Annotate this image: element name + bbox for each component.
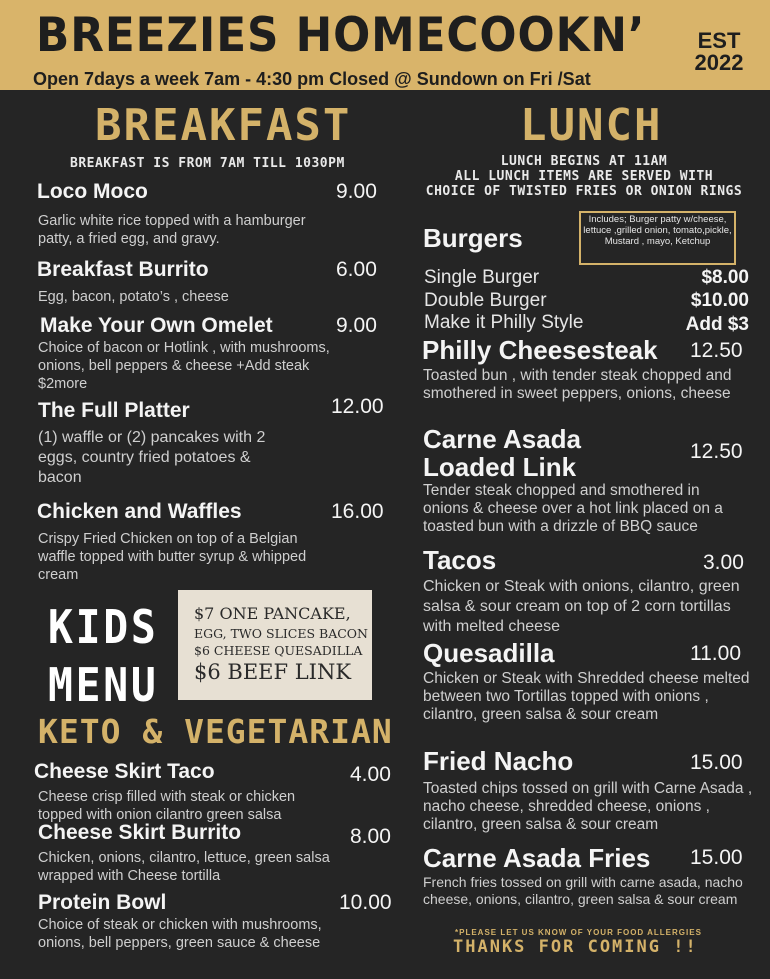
menu-item-name: Philly Cheesesteak [422, 335, 658, 365]
burger-option: Double Burger [424, 290, 547, 311]
menu-item-name: Cheese Skirt Burrito [38, 821, 242, 844]
menu-item-name-line: Carne Asada [423, 424, 581, 454]
kids-title-line: KIDS [48, 600, 159, 654]
menu-item-price: 6.00 [336, 258, 377, 281]
menu-item-desc: (1) waffle or (2) pancakes with 2 eggs, country fried potatoes & bacon [38, 429, 266, 486]
menu-item-name: Make Your Own Omelet [40, 314, 273, 337]
menu-item-desc: Egg, bacon, potato’s , cheese [38, 289, 229, 305]
menu-item-desc: Chicken or Steak with onions, cilantro, green salsa & sour cream on top of 2 corn tortillas with melted cheese [423, 578, 740, 635]
established-badge [690, 30, 748, 74]
lunch-title: LUNCH [520, 100, 663, 151]
menu-item-desc: Cheese crisp filled with steak or chicken topped with onion cilantro green salsa [38, 789, 296, 823]
kids-title-line: MENU [48, 658, 159, 712]
menu-item-price: 8.00 [350, 825, 391, 848]
lunch-note [424, 154, 744, 199]
opening-hours: Open 7days a week 7am - 4:30 pm Closed @ Sundown on Fri /Sat [33, 69, 591, 89]
burger-option-price: Add $3 [685, 314, 749, 335]
menu-item-price: 11.00 [690, 642, 741, 665]
menu-item-desc: Tender steak chopped and smothered in onions & cheese over a hot link placed on a toasted bun with a drizzle of BBQ sauce [423, 482, 723, 535]
allergy-notice: *PLEASE LET US KNOW OF YOUR FOOD ALLERGIES [455, 928, 702, 937]
menu-item-desc: Chicken or Steak with Shredded cheese melted between two Tortillas topped with onions , cilantro, green salsa & sour cream [423, 670, 750, 723]
menu-item-name: Loco Moco [37, 180, 148, 203]
menu-item-desc: Choice of steak or chicken with mushrooms, onions, bell peppers, green sauce & cheese [38, 917, 322, 951]
menu-item-desc: Garlic white rice topped with a hamburger patty, a fried egg, and gravy. [38, 213, 306, 247]
breakfast-note: BREAKFAST IS FROM 7AM TILL 1030PM [70, 156, 345, 171]
est-year: 2022 [694, 50, 744, 75]
kids-item: $6 BEEF LINK [194, 660, 352, 684]
menu-item-desc: Crispy Fried Chicken on top of a Belgian waffle topped with butter syrup & whipped cream [38, 531, 307, 583]
menu-item-name: Quesadilla [423, 638, 555, 668]
menu-item-name: Chicken and Waffles [37, 500, 242, 523]
keto-title: KETO & VEGETARIAN [38, 712, 393, 751]
est-label: EST [697, 28, 741, 53]
menu-item-price: 12.50 [690, 440, 743, 463]
menu-item-price: 10.00 [339, 891, 392, 914]
menu-item-name: Carne Asada Fries [423, 843, 651, 873]
menu-item-desc: Toasted chips tossed on grill with Carne Asada , nacho cheese, shredded cheese, onions , cilantro, green salsa & sour cream [423, 780, 753, 833]
menu-item-desc: Chicken, onions, cilantro, lettuce, green salsa wrapped with Cheese tortilla [38, 850, 330, 884]
burger-option-price: $10.00 [690, 290, 749, 311]
breakfast-title: BREAKFAST [95, 100, 352, 151]
menu-item-price: 4.00 [350, 763, 391, 786]
kids-menu-title [48, 598, 159, 714]
kids-item: $7 ONE PANCAKE, [194, 604, 351, 623]
lunch-note-line: CHOICE OF TWISTED FRIES OR ONION RINGS [425, 184, 743, 199]
menu-item-price: 15.00 [690, 751, 743, 774]
menu-item-name: The Full Platter [38, 399, 190, 422]
business-name: BREEZIES HOMECOOKN’ [36, 8, 646, 63]
menu-item-name: Cheese Skirt Taco [34, 760, 215, 783]
kids-item: $6 CHEESE QUESADILLA [194, 643, 363, 658]
thanks-message: THANKS FOR COMING !! [453, 937, 698, 957]
menu-item-desc: Toasted bun , with tender steak chopped and smothered in sweet peppers, onions, cheese [423, 367, 732, 402]
menu-item-price: 9.00 [336, 314, 377, 337]
menu-item-price: 12.50 [690, 339, 743, 362]
burger-includes-box: Includes; Burger patty w/cheese, lettuce ,grilled onion, tomato,pickle, Mustard , mayo, Ketchup [579, 211, 736, 265]
lunch-note-line: LUNCH BEGINS AT 11AM [500, 154, 668, 169]
menu-item-name-line: Loaded Link [423, 452, 577, 482]
kids-item: EGG, TWO SLICES BACON [194, 626, 368, 641]
menu-item-name [423, 425, 581, 481]
burger-option: Single Burger [424, 267, 540, 288]
menu-item-desc: French fries tossed on grill with carne asada, nacho cheese, onions, cilantro, green salsa & sour cream [423, 874, 743, 907]
menu-item-price: 9.00 [336, 180, 377, 203]
lunch-note-line: ALL LUNCH ITEMS ARE SERVED WITH [454, 169, 714, 184]
menu-item-price: 12.00 [331, 395, 384, 418]
menu-item-name: Burgers [423, 223, 523, 253]
menu-item-name: Breakfast Burrito [37, 258, 209, 281]
menu-item-price: 15.00 [690, 846, 743, 869]
menu-item-name: Protein Bowl [38, 891, 167, 914]
menu-item-name: Tacos [423, 545, 497, 575]
menu-item-desc: Choice of bacon or Hotlink , with mushrooms, onions, bell peppers & cheese +Add steak $2more [38, 340, 330, 392]
burger-option-price: $8.00 [701, 267, 749, 288]
menu-item-name: Fried Nacho [423, 746, 574, 776]
kids-menu-box [178, 590, 372, 700]
burger-option: Make it Philly Style [424, 312, 584, 333]
menu-item-price: 3.00 [703, 551, 744, 574]
menu-item-price: 16.00 [331, 500, 384, 523]
